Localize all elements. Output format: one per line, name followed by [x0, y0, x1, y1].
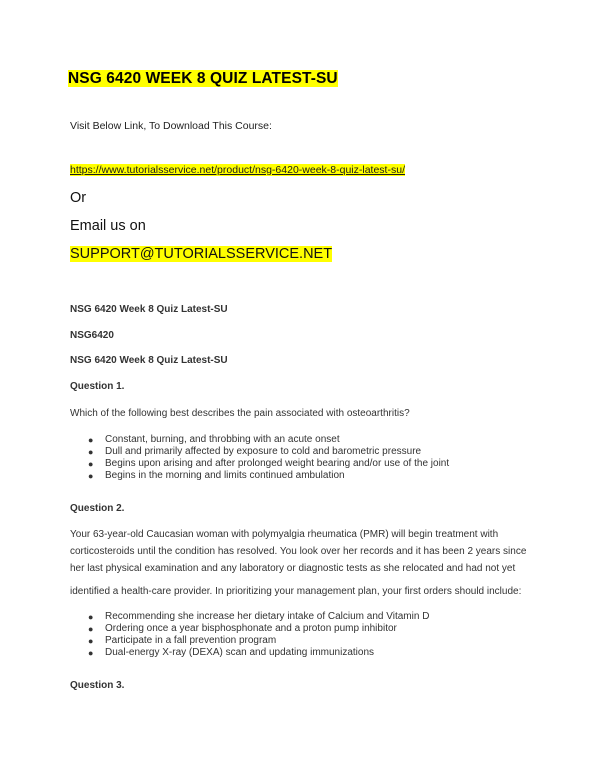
- visit-text: Visit Below Link, To Download This Course:: [70, 120, 272, 132]
- option-item: ● Begins in the morning and limits continued ambulation: [88, 470, 345, 481]
- bullet-icon: ●: [88, 624, 94, 634]
- question-2-label: Question 2.: [70, 503, 125, 514]
- question-1-options: [88, 434, 449, 482]
- bullet-icon: ●: [88, 636, 94, 646]
- question-2-text-line: corticosteroids until the condition has resolved. You look over her records and it has been 2 years since: [70, 546, 527, 557]
- email-label: Email us on: [70, 218, 146, 234]
- question-3-label: Question 3.: [70, 680, 125, 691]
- question-1-text: Which of the following best describes the pain associated with osteoarthritis?: [70, 408, 410, 419]
- option-item: ● Participate in a fall prevention program: [88, 635, 277, 646]
- subtitle-line-1: NSG 6420 Week 8 Quiz Latest-SU: [70, 304, 228, 315]
- subtitle-line-2: NSG 6420 Week 8 Quiz Latest-SU: [70, 355, 228, 366]
- question-2-options: [88, 611, 429, 659]
- bullet-icon: ●: [88, 471, 94, 481]
- option-item: ● Recommending she increase her dietary intake of Calcium and Vitamin D: [88, 611, 430, 622]
- option-item: ● Dull and primarily affected by exposure to cold and barometric pressure: [88, 446, 422, 457]
- option-item: ● Dual-energy X-ray (DEXA) scan and updating immunizations: [88, 647, 375, 658]
- course-code: NSG6420: [70, 330, 114, 341]
- bullet-icon: ●: [88, 648, 94, 658]
- question-1-label: Question 1.: [70, 381, 125, 392]
- bullet-icon: ●: [88, 435, 94, 445]
- question-2-text-line: Your 63-year-old Caucasian woman with polymyalgia rheumatica (PMR) will begin treatment with: [70, 529, 499, 540]
- question-2-text-line: identified a health-care provider. In prioritizing your management plan, your first orders should include:: [70, 586, 522, 597]
- question-2-text-line: her last physical examination and any laboratory or diagnostic tests as she relocated and had not yet: [70, 563, 516, 574]
- option-item: ● Constant, burning, and throbbing with an acute onset: [88, 434, 340, 445]
- option-item: ● Begins upon arising and after prolonged weight bearing and/or use of the joint: [88, 458, 450, 469]
- or-text: Or: [70, 190, 87, 206]
- course-link[interactable]: https://www.tutorialsservice.net/product/nsg-6420-week-8-quiz-latest-su/: [70, 164, 405, 176]
- option-item: ● Ordering once a year bisphosphonate and a proton pump inhibitor: [88, 623, 397, 634]
- bullet-icon: ●: [88, 612, 94, 622]
- bullet-icon: ●: [88, 459, 94, 469]
- bullet-icon: ●: [88, 447, 94, 457]
- document-title: NSG 6420 WEEK 8 QUIZ LATEST-SU: [68, 70, 338, 87]
- support-email[interactable]: SUPPORT@TUTORIALSSERVICE.NET: [70, 246, 333, 262]
